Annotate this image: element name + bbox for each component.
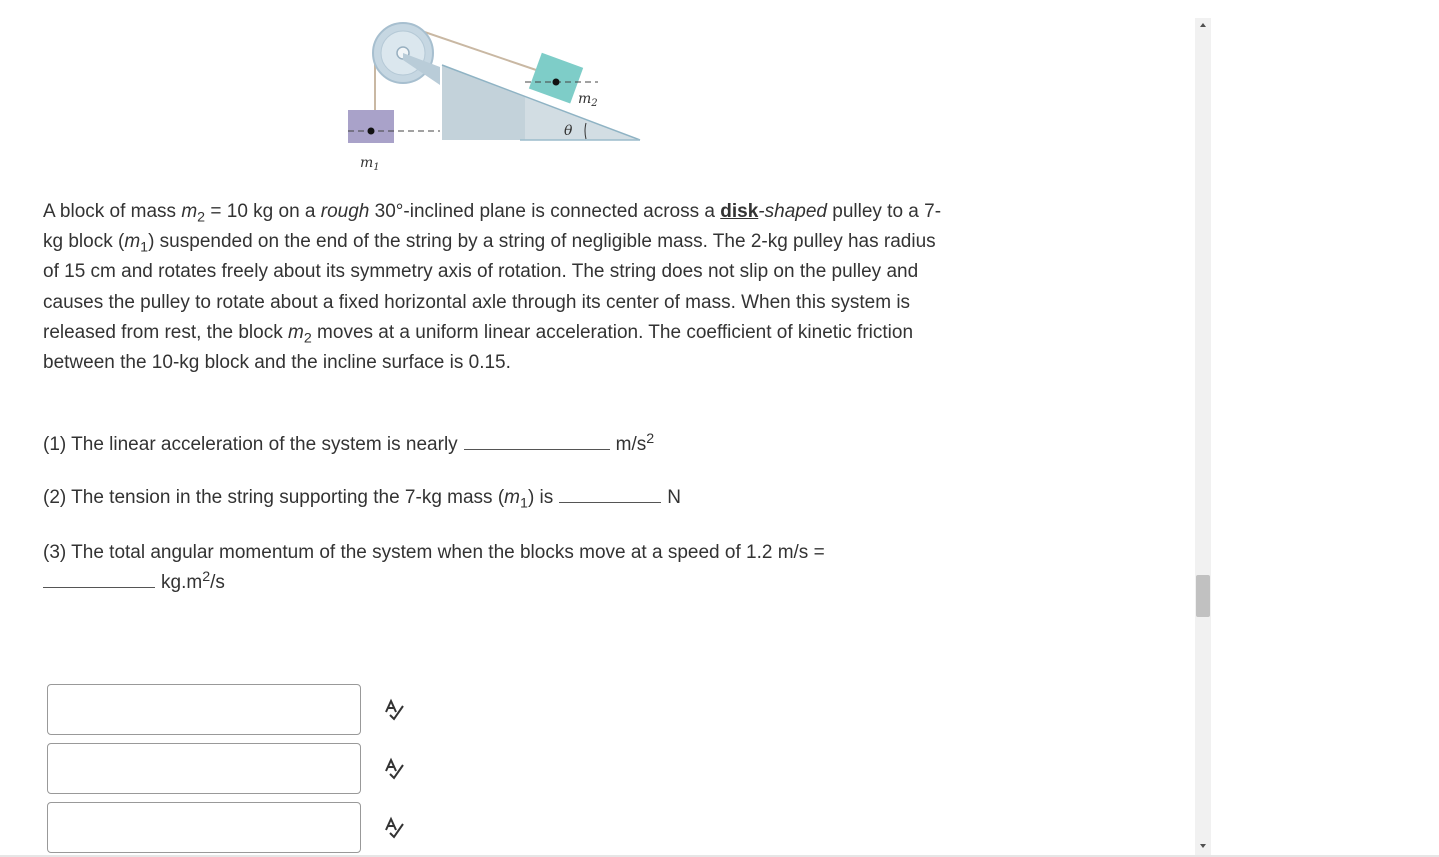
- pulley-incline-figure: [340, 15, 650, 180]
- answer-input-1[interactable]: [47, 684, 361, 735]
- label-m2: $m_2$: [578, 91, 598, 109]
- scroll-down-arrow-icon[interactable]: [1195, 839, 1211, 853]
- spellcheck-icon[interactable]: [383, 698, 405, 722]
- label-m1: $m_1$: [360, 155, 380, 173]
- question-3: (3) The total angular momentum of the system when the blocks move at a speed of 1.2 m/s = $kg.m^2/s$: [43, 542, 825, 593]
- answer-input-2[interactable]: [47, 743, 361, 794]
- question-2: (2) The tension in the string supporting the 7-kg mass $(m_1)$ is N: [43, 483, 681, 513]
- problem-statement: A block of mass $m_2 = 10$ kg on a rough 30°-inclined plane is connected across a disk-shaped pulley to a 7-kg block $(m_1)$ suspended on the end of the string by a string of negligible mass. The 2-kg pulley has radius of 15 cm and rotates freely about its symmetry axis of rotation. The string does not slip on the pulley and causes the pulley to rotate about a fixed horizontal axle through its center of mass. When this system is released from rest, the block $m_2$ moves at a uniform linear acceleration. The coefficient of kinetic friction between the 10-kg block and the incline surface is 0.15.: [43, 201, 942, 374]
- blank-2: [559, 484, 661, 503]
- center-dot-m2: [553, 79, 560, 86]
- spellcheck-icon[interactable]: [383, 757, 405, 781]
- scroll-up-arrow-icon[interactable]: [1195, 18, 1211, 32]
- block-m2: [529, 53, 583, 104]
- block-m1: [348, 110, 394, 143]
- answer-input-3[interactable]: [47, 802, 361, 853]
- blank-3: [43, 569, 155, 588]
- vertical-scrollbar[interactable]: [1195, 18, 1211, 857]
- center-dot-m1: [368, 128, 375, 135]
- question-1: (1) The linear acceleration of the system is nearly $m/s^2$: [43, 430, 655, 455]
- scroll-thumb[interactable]: [1196, 575, 1210, 617]
- incline-support: [442, 65, 525, 140]
- spellcheck-icon[interactable]: [383, 816, 405, 840]
- label-theta: θ: [564, 123, 573, 139]
- blank-1: [464, 431, 610, 450]
